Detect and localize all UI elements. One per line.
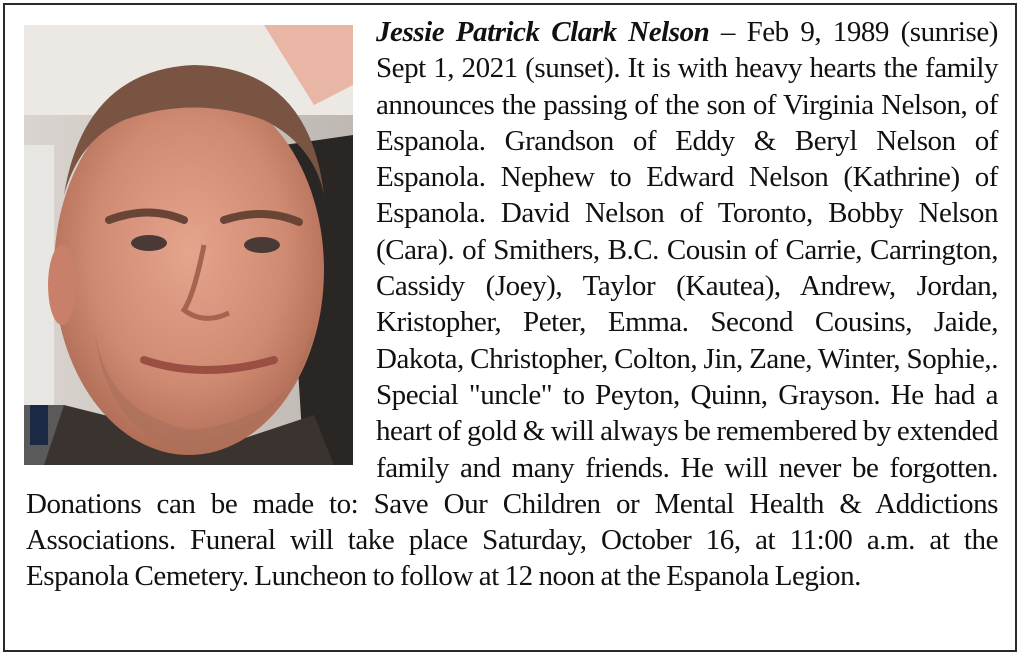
photo-wrap-spacer (26, 14, 376, 484)
deceased-name: Jessie Patrick Clark Nelson (376, 16, 710, 48)
obituary-body: – Feb 9, 1989 (sunrise) Sept 1, 2021 (sunset). It is with heavy hearts the family announces the passing of the son of Virginia Nelson, of Espanola. Grandson of Eddy & Beryl Nelson of Espanola. Nephew to Edward Nelson (Kathrine) of Espanola. David Nelson of Toronto, Bobby Nelson (Cara). of Smithers, B.C. Cousin of Carrie, Carrington, Cassidy (Joey), Taylor (Kautea), Andrew, Jordan, Kristopher, Peter, Emma. Second Cousins, Jaide, Dakota, Christopher, Colton, Jin, Zane, Winter, Sophie,. Special "uncle" to Peyton, Quinn, Grayson. He had a heart of gold & will always be remembered by extended family and many friends. He will never be forgotten. Donations can be made to: Save Our Children or Mental Health & Addictions Associations. Funeral will take place Saturday, October 16, at 11:00 a.m. at the Espanola Cemetery. Luncheon to follow at 12 noon at the Espanola Legion. (26, 16, 998, 593)
obituary-text (26, 14, 998, 644)
